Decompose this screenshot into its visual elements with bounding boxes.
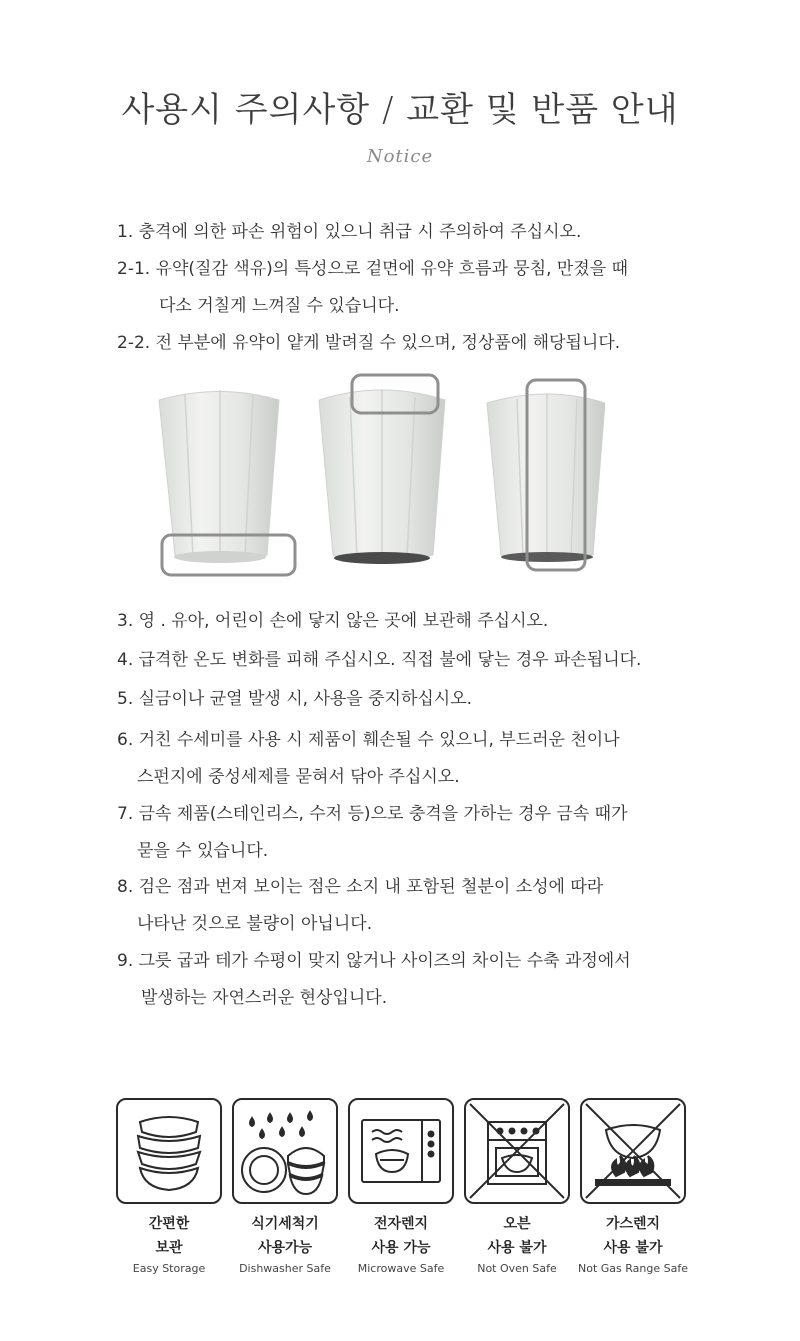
- no-gas-range-icon: [580, 1098, 686, 1204]
- notice-text-continued: 스펀지에 중성세제를 묻혀서 닦아 주십시오.: [137, 767, 460, 787]
- care-label-microwave: [341, 1212, 461, 1260]
- notice-item-2-1: [117, 251, 628, 325]
- notice-text-continued: 묻을 수 있습니다.: [137, 841, 269, 861]
- notice-item-2-2: [117, 325, 620, 362]
- notice-item-6: [117, 722, 620, 796]
- notice-text: 8. 검은 점과 번져 보이는 점은 소지 내 포함된 철분이 소성에 따라: [117, 877, 604, 897]
- care-label-line1: 오븐: [503, 1216, 531, 1232]
- care-sub-oven: Not Oven Safe: [477, 1262, 557, 1275]
- notice-text: 6. 거친 수세미를 사용 시 제품이 훼손될 수 있으니, 부드러운 천이나: [117, 730, 620, 750]
- cup-glaze-examples-image: [145, 365, 605, 585]
- notice-text: 7. 금속 제품(스테인리스, 수저 등)으로 충격을 가하는 경우 금속 때가: [117, 804, 628, 824]
- care-label-oven: [457, 1212, 577, 1260]
- stacked-bowls-icon: [116, 1098, 222, 1204]
- care-label-line2: 사용 불가: [487, 1240, 547, 1256]
- cup-photo-3: [487, 380, 605, 570]
- notice-text: 5. 실금이나 균열 발생 시, 사용을 중지하십시오.: [117, 689, 473, 709]
- care-label-line1: 간편한: [148, 1216, 190, 1232]
- notice-text: 2-1. 유약(질감 색유)의 특성으로 겉면에 유약 흐름과 뭉침, 만졌을 때: [117, 259, 629, 279]
- notice-text: 3. 영 . 유아, 어린이 손에 닿지 않은 곳에 보관해 주십시오.: [117, 611, 549, 631]
- care-label-line2: 사용 불가: [603, 1240, 663, 1256]
- cup-photo-2: [319, 375, 445, 564]
- care-sub-microwave: Microwave Safe: [357, 1262, 445, 1275]
- care-label-line1: 식기세척기: [251, 1216, 319, 1232]
- care-label-easy-storage: [109, 1212, 229, 1260]
- notice-item-9: [117, 943, 631, 1017]
- notice-text-continued: 나타난 것으로 불량이 아닙니다.: [137, 914, 373, 934]
- care-sub-dishwasher: Dishwasher Safe: [239, 1262, 331, 1275]
- notice-item-5: [117, 681, 472, 718]
- care-label-line2: 사용가능: [257, 1240, 313, 1256]
- care-label-line1: 가스렌지: [605, 1216, 661, 1232]
- cup-photo-1: [159, 390, 295, 575]
- notice-text: 2-2. 전 부분에 유약이 얕게 발려질 수 있으며, 정상품에 해당됩니다.: [117, 333, 621, 353]
- care-sub-easy-storage: Easy Storage: [132, 1262, 206, 1275]
- care-label-gas-range: [573, 1212, 693, 1260]
- care-label-line1: 전자렌지: [373, 1216, 429, 1232]
- page-title: 사용시 주의사항 / 교환 및 반품 안내: [121, 90, 679, 130]
- care-label-line2: 사용 가능: [371, 1240, 431, 1256]
- notice-item-8: [117, 869, 603, 943]
- notice-text: 4. 급격한 온도 변화를 피해 주십시오. 직접 불에 닿는 경우 파손됩니다.: [117, 650, 642, 670]
- notice-item-3: [117, 603, 548, 640]
- notice-item-1: [117, 214, 581, 251]
- notice-text-continued: 발생하는 자연스러운 현상입니다.: [141, 988, 388, 1008]
- care-sub-gas-range: Not Gas Range Safe: [578, 1262, 688, 1275]
- notice-item-7: [117, 796, 628, 870]
- no-oven-icon: [464, 1098, 570, 1204]
- dishwasher-icon: [232, 1098, 338, 1204]
- notice-item-4: [117, 642, 641, 679]
- notice-text-continued: 다소 거칠게 느껴질 수 있습니다.: [159, 296, 400, 316]
- care-label-line2: 보관: [155, 1240, 183, 1256]
- notice-text: 1. 충격에 의한 파손 위험이 있으니 취급 시 주의하여 주십시오.: [117, 222, 582, 242]
- page-subtitle: Notice: [366, 146, 434, 167]
- notice-text: 9. 그릇 굽과 테가 수평이 맞지 않거나 사이즈의 차이는 수축 과정에서: [117, 951, 631, 971]
- microwave-icon: [348, 1098, 454, 1204]
- care-label-dishwasher: [225, 1212, 345, 1260]
